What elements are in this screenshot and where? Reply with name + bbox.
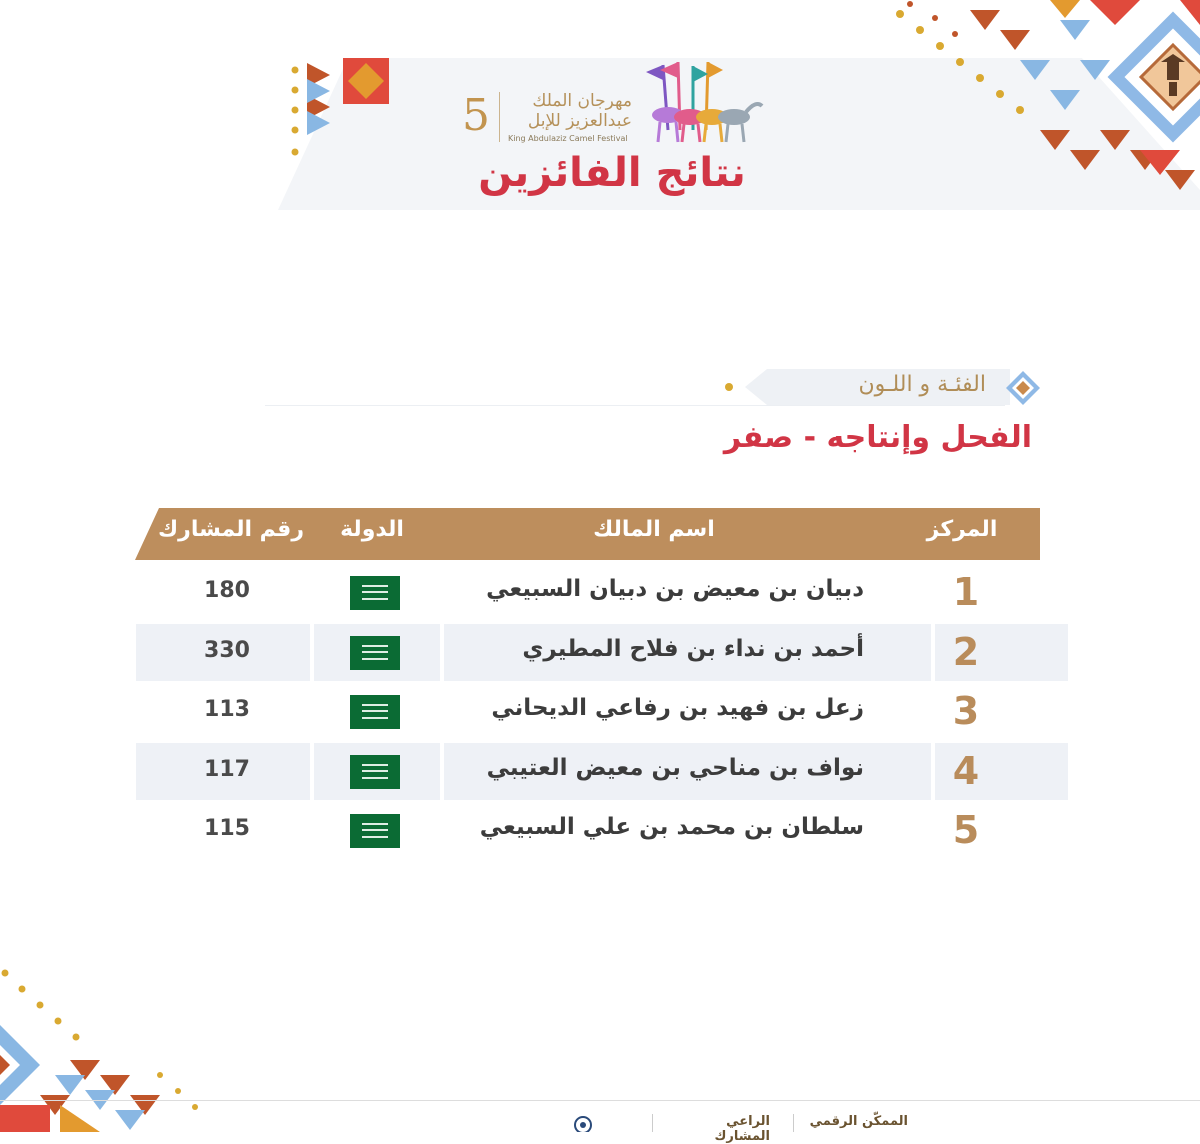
owner-name: دبيان بن معيض بن دبيان السبيعي [486, 576, 864, 602]
section-dot [725, 383, 733, 391]
saudi-flag-icon [350, 814, 400, 848]
footer-divider [0, 1100, 1200, 1101]
participant-number: 115 [204, 816, 250, 841]
footer-participating-sponsor: الراعي المشارك [714, 1114, 770, 1144]
footer-digital-enabler: الممكّن الرقمي [809, 1114, 908, 1129]
saudi-flag-icon [350, 576, 400, 610]
saudi-flag-icon [350, 695, 400, 729]
sadu-pattern-top-left [285, 55, 395, 160]
page-title: نتائج الفائزين [478, 150, 746, 196]
sadu-pattern-bottom-left [0, 965, 200, 1132]
festival-name-line2: عبدالعزيز للإبل [527, 111, 632, 131]
owner-name: زعل بن فهيد بن رفاعي الديحاني [491, 695, 864, 721]
rank-number: 2 [952, 629, 980, 674]
header-participant: رقم المشارك [157, 517, 304, 542]
participant-number: 330 [204, 637, 250, 663]
rank-number: 3 [952, 689, 980, 733]
festival-name-en: King Abdulaziz Camel Festival [508, 134, 628, 143]
table-row [0, 624, 1200, 681]
footer-separator [793, 1114, 794, 1132]
table-row [0, 683, 1200, 740]
participant-number: 180 [204, 578, 250, 603]
festival-name-line1: مهرجان الملك [532, 91, 632, 111]
header-owner: اسم المالك [593, 517, 715, 542]
owner-name: أحمد بن نداء بن فلاح المطيري [522, 635, 864, 662]
owner-name: نواف بن مناحي بن معيض العتيبي [486, 754, 864, 781]
section-label: الفئـة و اللـون [858, 372, 986, 397]
logo-divider [499, 92, 500, 142]
table-row [0, 802, 1200, 859]
table-row [0, 743, 1200, 800]
edition-number: 5 [462, 90, 490, 141]
category-title: الفحل وإنتاجه - صفر [723, 420, 1032, 455]
table-row [0, 564, 1200, 621]
rank-number: 1 [952, 570, 980, 614]
camel-riders-logo [638, 60, 768, 145]
rank-number: 5 [952, 808, 980, 852]
participant-number: 113 [204, 697, 250, 722]
header-country: الدولة [340, 517, 404, 542]
section-divider [265, 405, 1005, 406]
diamond-icon [1004, 369, 1042, 407]
header-rank: المركز [926, 517, 998, 542]
saudi-flag-icon [350, 636, 400, 670]
owner-name: سلطان بن محمد بن علي السبيعي [479, 814, 864, 840]
participant-number: 117 [204, 756, 250, 782]
sponsor-logo-icon [570, 1115, 596, 1132]
saudi-flag-icon [350, 755, 400, 789]
sadu-pattern-top-right [880, 0, 1200, 190]
footer-separator [652, 1114, 653, 1132]
rank-number: 4 [952, 748, 980, 793]
